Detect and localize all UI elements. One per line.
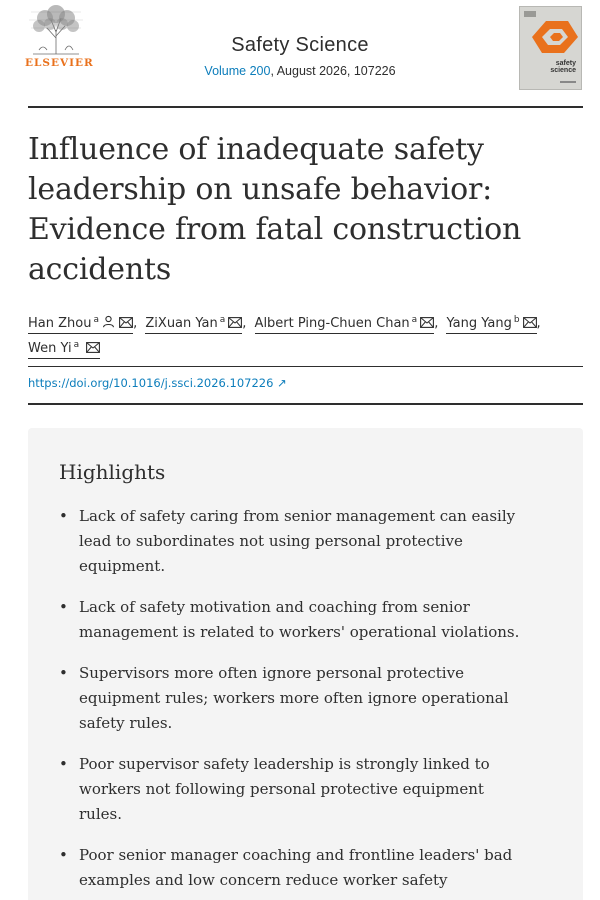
author-affiliation: a <box>73 340 80 350</box>
bullet-icon: • <box>59 507 68 525</box>
author-separator: , <box>242 316 247 331</box>
highlight-text: Lack of safety motivation and coaching from senior management is related to workers' operational violations. <box>79 598 520 641</box>
highlights-section <box>28 428 583 900</box>
envelope-icon <box>523 317 537 328</box>
envelope-icon <box>228 317 242 328</box>
elsevier-tree-icon <box>25 4 87 56</box>
bullet-icon: • <box>59 598 68 616</box>
volume-link[interactable]: Volume 200 <box>204 64 271 78</box>
highlight-text: Supervisors more often ignore personal protective equipment rules; workers more often ignore operational safety rules. <box>79 664 509 732</box>
header-divider <box>28 106 583 108</box>
journal-volume-info <box>120 64 480 78</box>
author-name: ZiXuan Yan <box>145 316 218 331</box>
author-separator: , <box>536 316 541 331</box>
highlights-heading: Highlights <box>59 460 166 484</box>
highlights-list <box>59 504 529 900</box>
envelope-icon <box>119 317 133 328</box>
elsevier-logo[interactable] <box>25 4 94 72</box>
authors-divider <box>28 366 583 367</box>
doi-divider <box>28 403 583 405</box>
envelope-icon <box>420 317 434 328</box>
highlight-text: Lack of safety caring from senior management can easily lead to subordinates not using personal protective equipment. <box>79 507 516 575</box>
author-name: Han Zhou <box>28 316 92 331</box>
highlight-item <box>59 843 529 893</box>
doi-link[interactable] <box>28 376 287 390</box>
issue-details: , August 2026, 107226 <box>270 64 396 78</box>
person-icon <box>102 315 115 328</box>
journal-header <box>0 0 600 100</box>
author-albert-chan[interactable] <box>255 312 435 334</box>
author-affiliation: a <box>411 315 418 325</box>
highlight-item <box>59 752 529 827</box>
bullet-icon: • <box>59 755 68 773</box>
author-yang-yang[interactable] <box>446 312 536 334</box>
author-separator: , <box>133 316 138 331</box>
author-name: Yang Yang <box>446 316 512 331</box>
highlight-item <box>59 661 529 736</box>
elsevier-wordmark: ELSEVIER <box>25 57 94 69</box>
highlight-text: Poor supervisor safety leadership is strongly linked to workers not following personal protective equipment rules. <box>79 755 490 823</box>
author-affiliation: a <box>93 315 99 325</box>
cover-artwork <box>520 7 581 89</box>
author-list <box>28 312 583 362</box>
author-name: Wen Yi <box>28 341 72 356</box>
doi-text: https://doi.org/10.1016/j.ssci.2026.107226 <box>28 376 274 390</box>
author-name: Albert Ping-Chuen Chan <box>254 316 410 331</box>
journal-cover-thumbnail[interactable] <box>519 6 582 90</box>
author-affiliation: a <box>219 315 226 325</box>
highlight-item <box>59 504 529 579</box>
bullet-icon: • <box>59 664 68 682</box>
author-separator: , <box>434 316 439 331</box>
author-affiliation: b <box>513 315 520 325</box>
highlight-item <box>59 595 529 645</box>
cover-title-line1: safety <box>555 60 576 67</box>
author-han-zhou[interactable] <box>28 312 133 334</box>
journal-title[interactable]: Safety Science <box>231 34 369 56</box>
bullet-icon: • <box>59 846 68 864</box>
cover-title-line2: science <box>550 67 576 74</box>
envelope-icon <box>86 342 100 353</box>
article-title: Influence of inadequate safety leadership on unsafe behavior: Evidence from fatal construction accidents <box>28 132 522 287</box>
highlight-text: Poor senior manager coaching and frontline leaders' bad examples and low concern reduce worker safety <box>79 846 513 889</box>
author-zixuan-yan[interactable] <box>145 312 242 334</box>
author-wen-yi[interactable] <box>28 337 100 359</box>
external-link-icon: ↗ <box>277 376 287 390</box>
